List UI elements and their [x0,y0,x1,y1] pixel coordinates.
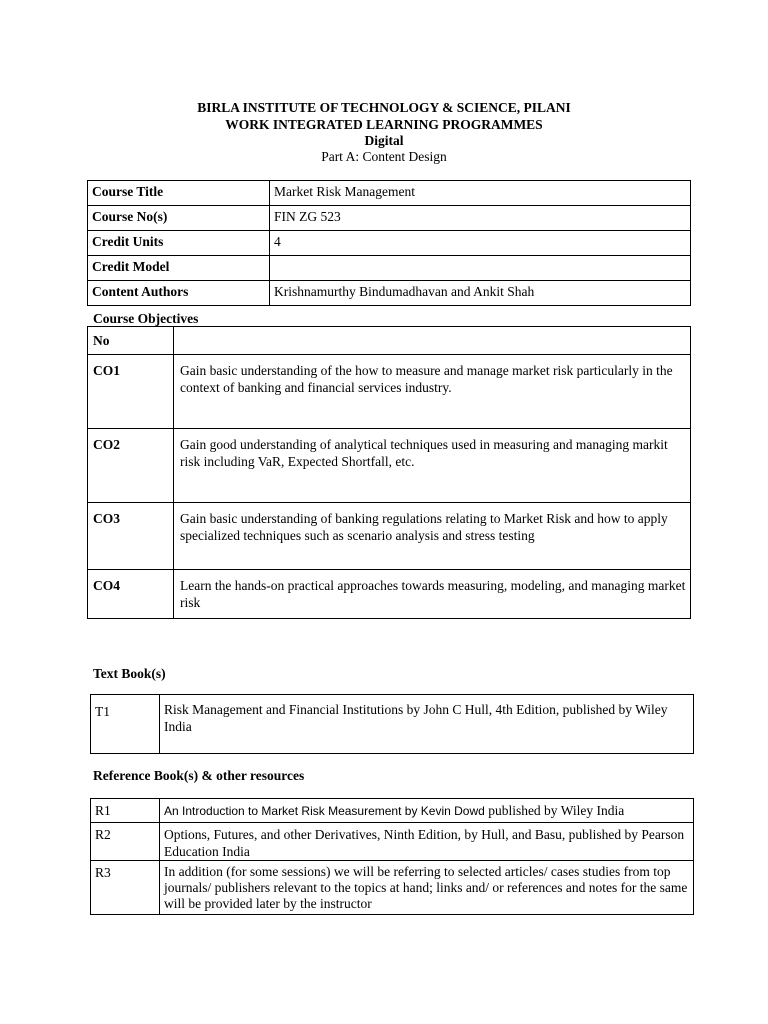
objective-text: Gain basic understanding of banking regulations relating to Market Risk and how to apply specialized techniques such as scenario analysis and stress testing [174,503,691,570]
info-label: Credit Model [88,256,270,281]
objective-no: CO4 [88,570,174,619]
table-row [88,503,691,570]
info-value: FIN ZG 523 [270,206,691,231]
mode-label: Digital [364,133,404,148]
info-value [270,256,691,281]
reference-text: Options, Futures, and other Derivatives, Ninth Edition, by Hull, and Basu, published by Pearson Education India [160,823,694,861]
objective-text: Gain good understanding of analytical techniques used in measuring and managing markit risk including VaR, Expected Shortfall, etc. [174,429,691,503]
reference-title: An Introduction to Market Risk Measurement by Kevin Dowd [164,804,485,818]
table-row [88,181,691,206]
table-row [88,206,691,231]
table-row [88,355,691,429]
textbook-text: Risk Management and Financial Institutions by John C Hull, 4th Edition, published by Wiley India [160,695,694,754]
table-row [88,570,691,619]
objective-no: CO3 [88,503,174,570]
part-label: Part A: Content Design [321,149,447,164]
info-label: Course No(s) [88,206,270,231]
info-value: Krishnamurthy Bindumadhavan and Ankit Shah [270,281,691,306]
info-value: 4 [270,231,691,256]
table-row [88,429,691,503]
table-row [91,861,694,915]
objectives-table [87,326,691,619]
reference-id: R1 [91,799,160,823]
objectives-col-no: No [88,327,174,355]
info-value: Market Risk Management [270,181,691,206]
table-row [88,231,691,256]
reference-id: R3 [91,861,160,915]
table-row [88,256,691,281]
table-row [88,281,691,306]
objective-no: CO1 [88,355,174,429]
institute-name: BIRLA INSTITUTE OF TECHNOLOGY & SCIENCE, PILANI [197,100,571,115]
textbooks-table [90,694,694,754]
references-heading: Reference Book(s) & other resources [93,768,305,783]
objectives-heading: Course Objectives [93,311,199,326]
info-label: Content Authors [88,281,270,306]
reference-publisher: published by Wiley India [484,803,625,818]
textbook-id: T1 [91,695,160,754]
objective-text: Learn the hands-on practical approaches towards measuring, modeling, and managing market risk [174,570,691,619]
table-row [91,799,694,823]
textbooks-heading: Text Book(s) [93,666,166,681]
table-row [88,327,691,355]
objective-no: CO2 [88,429,174,503]
course-info-table [87,180,691,306]
reference-text: In addition (for some sessions) we will be referring to selected articles/ cases studies from top journals/ publishers relevant to the topics at hand; links and/ or references and notes for the same will be provided later by the instructor [160,861,694,915]
reference-id: R2 [91,823,160,861]
objectives-col-text [174,327,691,355]
table-row [91,695,694,754]
references-table [90,798,694,915]
programme-name: WORK INTEGRATED LEARNING PROGRAMMES [225,117,543,132]
info-label: Course Title [88,181,270,206]
table-row [91,823,694,861]
objective-text: Gain basic understanding of the how to measure and manage market risk particularly in the context of banking and financial services industry. [174,355,691,429]
reference-text [160,799,694,823]
info-label: Credit Units [88,231,270,256]
